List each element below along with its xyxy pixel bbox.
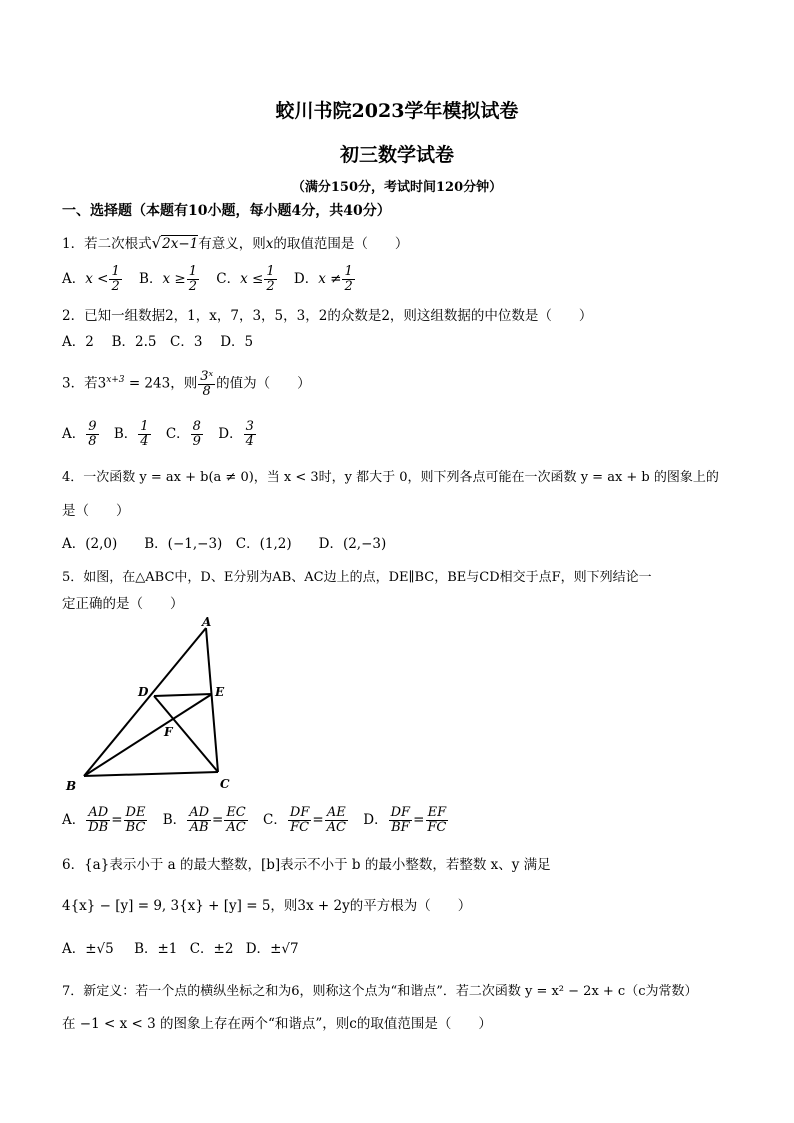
question-2-stem: 2．已知一组数据2，1，x，7，3，5，3，2的众数是2，则这组数据的中位数是（ ） [62, 308, 593, 324]
q5-option-b: B． $\frac{AD}{AB}$ = $\frac{EC}{AC}$ [162, 805, 246, 835]
q1-option-d: D．x ≠ $\frac{1}{2}$ [293, 264, 353, 294]
q6-option-d: D．±√7 [245, 941, 299, 957]
segment-ac [206, 628, 218, 772]
segment-bc [84, 772, 218, 776]
q3-option-b: B． $\frac{1}{4}$ [113, 419, 149, 449]
question-5-line1: 5．如图，在△ABC中，D、E分别为AB、AC边上的点，DE∥BC，BE与CD相交于点F，则下列结论一 [62, 570, 652, 585]
question-6-options [62, 941, 299, 957]
question-2-options: A．2 B．2.5 C．3 D．5 [62, 334, 254, 350]
question-7-line2: 在 −1 < x < 3 的图象上存在两个“和谐点”，则c的取值范围是（ ） [62, 1016, 492, 1032]
question-1-stem: 1．若二次根式√2x−1有意义，则x的取值范围是（ ） [62, 234, 409, 252]
q1-option-c: C．x ≤ $\frac{1}{2}$ [216, 264, 275, 294]
question-4-options: A．(2,0) B．(−1,−3) C．(1,2) D．(2,−3) [62, 536, 387, 552]
q1-option-b: B．x ≥ $\frac{1}{2}$ [139, 264, 197, 294]
exam-title: 蛟川书院2023学年模拟试卷 [275, 100, 519, 122]
question-5-options [62, 806, 449, 834]
q3-option-a: A． $\frac{9}{8}$ [62, 419, 97, 449]
q3-option-c: C． $\frac{8}{9}$ [165, 419, 201, 449]
section-title: 一、选择题（本题有10小题，每小题4分，共40分） [62, 203, 391, 219]
vertex-label-b: B [66, 779, 77, 793]
q5-option-d: D． $\frac{DF}{BF}$ = $\frac{EF}{FC}$ [363, 805, 447, 835]
q1-radicand: 2x−1 [162, 236, 199, 252]
vertex-label-c: C [220, 777, 230, 791]
question-6-line2: 4{x} − [y] = 9, 3{x} + [y] = 5，则3x + 2y的平方根为（ ） [62, 898, 472, 914]
question-3-options [62, 420, 257, 448]
q5-option-c: C． $\frac{DF}{FC}$ = $\frac{AE}{AC}$ [263, 805, 346, 835]
q3-option-d: D． $\frac{3}{4}$ [218, 419, 254, 449]
question-5-line2: 定正确的是（ ） [62, 596, 184, 612]
segment-ab [84, 628, 206, 776]
point-label-d: D [138, 685, 149, 699]
q5-option-a: A． $\frac{AD}{DB}$ = $\frac{DE}{BC}$ [62, 805, 146, 835]
question-4-line1: 4．一次函数 y = ax + b(a ≠ 0)，当 x < 3时，y 都大于 0，则下列各点可能在一次函数 y = ax + b 的图象上的 [62, 470, 719, 485]
q6-option-a: A．±√5 [62, 941, 114, 957]
triangle-figure [60, 612, 245, 797]
question-4-line2: 是（ ） [62, 503, 130, 519]
exam-note: （满分150分，考试时间120分钟） [291, 180, 503, 195]
q1-option-a: A．x < $\frac{1}{2}$ [62, 264, 120, 294]
segment-de [154, 694, 212, 696]
question-7-line1: 7．新定义：若一个点的横纵坐标之和为6，则称这个点为“和谐点”．若二次函数 y = x² − 2x + c（c为常数） [62, 984, 698, 999]
question-1-options [62, 265, 356, 293]
question-3-stem: 3．若$3^{x+3} = 243$，则 $\frac{\text{3ˣ}}{8}$ 的值为（ ） [62, 369, 311, 399]
vertex-label-a: A [202, 615, 212, 629]
point-label-f: F [164, 725, 173, 739]
q6-option-c: C．±2 [189, 941, 234, 957]
exam-subtitle: 初三数学试卷 [339, 144, 454, 166]
segment-be [84, 694, 212, 776]
point-label-e: E [215, 685, 225, 699]
question-6-line1: 6．{a}表示小于 a 的最大整数，[b]表示不小于 b 的最小整数，若整数 x、y 满足 [62, 857, 551, 873]
q6-option-b: B．±1 [134, 941, 178, 957]
